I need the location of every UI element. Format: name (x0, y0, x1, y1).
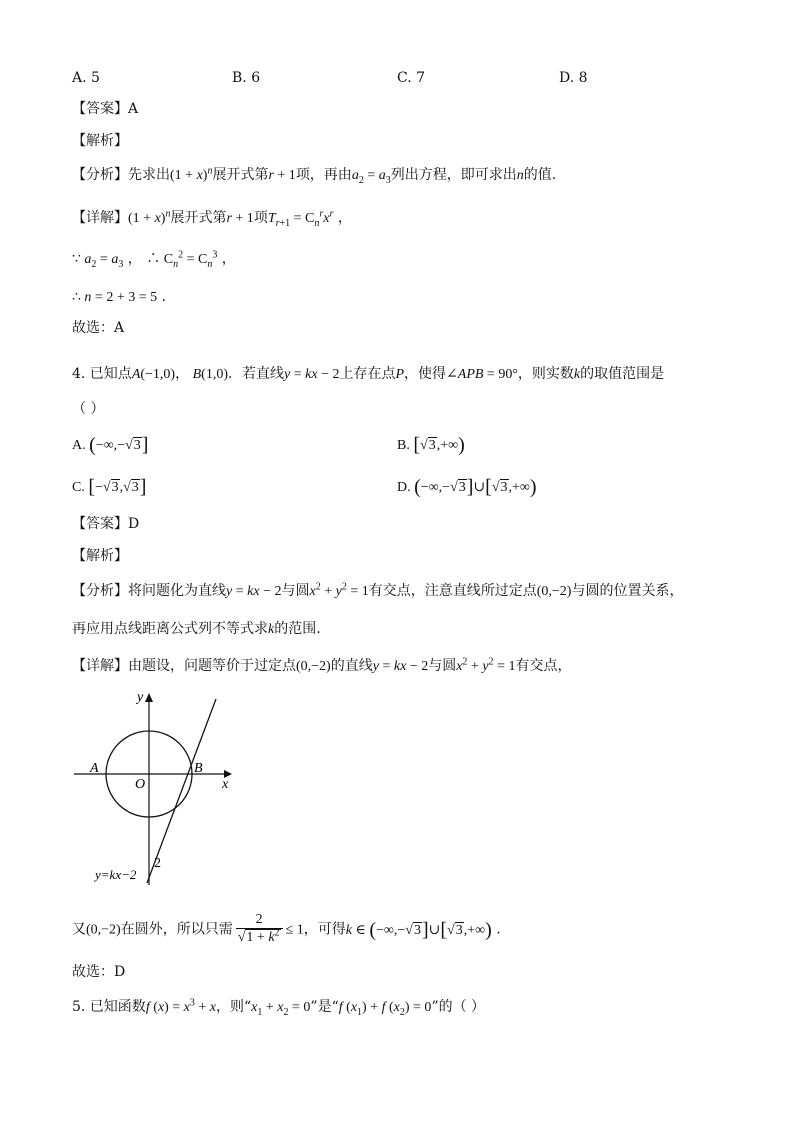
label-a: A (90, 761, 99, 776)
q4-stem: 4. 已知点A(−1,0)， B(1,0)．若直线y = kx − 2上存在点P，使得∠APB = 90°，则实数k的取值范围是 (72, 366, 665, 382)
q3-choice: 故选：A (72, 320, 125, 336)
q3-therefore: ∴ n = 2 + 3 = 5 . (72, 289, 167, 305)
y-axis-arrow (145, 693, 153, 702)
option-d: D. 8 (559, 70, 588, 86)
label-b: B (194, 761, 203, 776)
q3-fenxi: 【分析】先求出$(1 + x)^n$展开式第r + 1项，再由$a_2 = a_3$列出方程，即可求出n的值. (72, 165, 557, 186)
q3-xiangjie: 【详解】$(1 + x)^n$展开式第r + 1项$T_{r+1} = C_n^rx^r$ ， (72, 208, 352, 229)
option-a: A. 5 (72, 70, 100, 86)
q3-because: ∵ $a_2 = a_3$ ， ∴ $C_n^2 = C_n^3$ ， (72, 249, 236, 270)
label-two: 2 (154, 856, 161, 871)
q4-fenxi-line2: 再应用点线距离公式列不等式求k的范围. (72, 621, 321, 637)
label-y: y (137, 690, 144, 705)
q3-answer: 【答案】A (72, 101, 139, 117)
label-line-eq: y=kx−2 (95, 867, 137, 882)
circle-line-figure (70, 685, 240, 890)
q4-answer: 【答案】D (72, 516, 140, 532)
q4-analysis-tag: 【解析】 (72, 548, 128, 564)
q4-option-c: C. [−√3,√3] (72, 476, 147, 498)
option-c: C. 7 (397, 70, 426, 86)
label-x: x (222, 777, 229, 792)
q4-option-b: B. [√3,+∞) (397, 434, 465, 456)
option-b: B. 6 (232, 70, 261, 86)
q4-choice: 故选：D (72, 964, 126, 980)
q4-xiangjie: 【详解】由题设，问题等价于过定点(0,−2)的直线y = kx − 2与圆$x^2 + y^2 = 1$有交点， (72, 656, 572, 674)
q3-analysis-tag: 【解析】 (72, 133, 128, 149)
q5-stem: 5. 已知函数f $(x) = x^3 + x$，则“$x_1 + x_2 = 0$”是“f $(x_1) + f$ $(x_2) = 0$”的（ ） (72, 997, 486, 1018)
q4-fenxi: 【分析】将问题化为直线y = kx − 2与圆$x^2 + y^2 = 1$有交点，注意直线所过定点(0,−2)与圆的位置关系， (72, 581, 684, 599)
label-o: O (135, 777, 146, 792)
q4-option-d: D. (−∞,−√3]∪[√3,+∞) (397, 476, 537, 498)
q4-option-a: A. (−∞,−√3] (72, 434, 149, 456)
q4-paren: （ ） (72, 401, 105, 417)
q4-conclusion: 又(0,−2)在圆外，所以只需 $\frac{2}{√1 + k^2}$ ≤ 1，可得k ∈ (−∞,−√3]∪[√3,+∞) . (72, 912, 501, 945)
